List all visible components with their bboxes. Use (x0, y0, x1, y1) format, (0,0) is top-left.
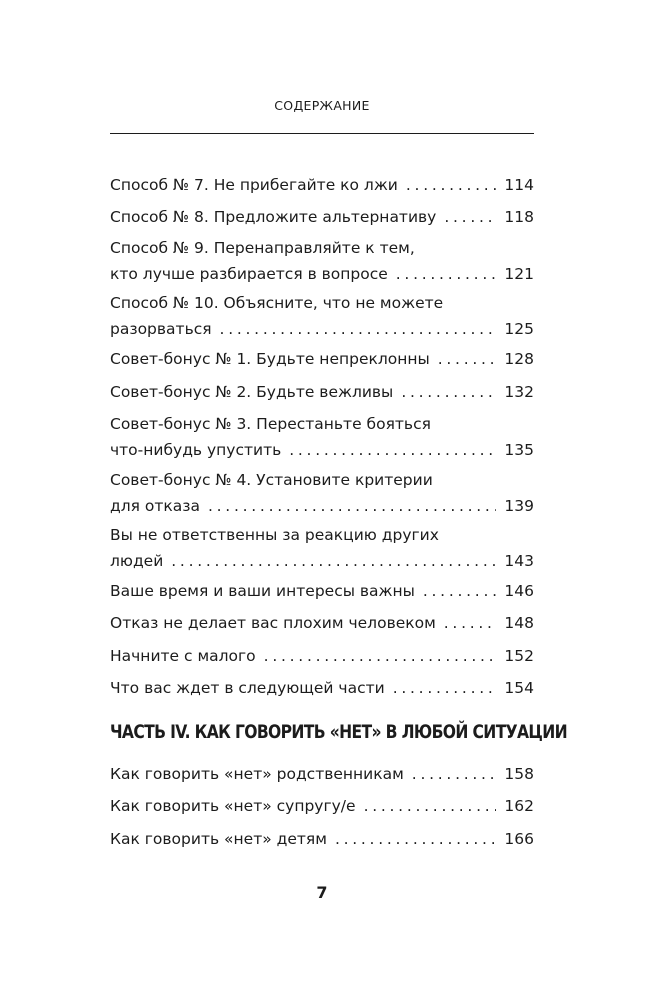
toc-entry[interactable] (110, 172, 534, 198)
toc-entry[interactable] (110, 826, 534, 852)
dot-leader (406, 172, 496, 198)
dot-leader (335, 826, 496, 852)
toc-entry[interactable] (110, 761, 534, 787)
dot-leader (412, 761, 496, 787)
dot-leader (364, 793, 496, 819)
toc-entry-page: 139 (504, 497, 534, 515)
toc-entry-title: Как говорить «нет» родственникам (110, 765, 404, 783)
toc-entry-title-cont: людей (110, 552, 164, 570)
running-title: СОДЕРЖАНИЕ (274, 98, 370, 113)
toc-entry-title: Что вас ждет в следующей части (110, 679, 385, 697)
toc-entry-title: Как говорить «нет» детям (110, 830, 327, 848)
part-heading[interactable]: ЧАСТЬ IV. КАК ГОВОРИТЬ «НЕТ» В ЛЮБОЙ СИТУАЦИИ (110, 721, 567, 743)
toc-entry-title: Совет-бонус № 1. Будьте непреклонны (110, 350, 430, 368)
toc-entry-title: Как говорить «нет» супругу/е (110, 797, 356, 815)
toc-entry-title-cont: что-нибудь упустить (110, 441, 282, 459)
toc-entry[interactable] (110, 346, 534, 372)
toc-entry-page: 162 (504, 797, 534, 815)
toc-entry-title: Способ № 7. Не прибегайте ко лжи (110, 176, 398, 194)
toc-entry[interactable] (110, 290, 534, 342)
toc-entry[interactable] (110, 204, 534, 230)
dot-leader (208, 493, 496, 519)
toc-entry-page: 152 (504, 647, 534, 665)
dot-leader (423, 578, 496, 604)
toc-entry-page: 166 (504, 830, 534, 848)
toc-entry-page: 154 (504, 679, 534, 697)
toc-entry[interactable] (110, 522, 534, 574)
toc-entry-title: Способ № 10. Объясните, что не можете (110, 294, 444, 312)
toc-entry-title: Ваше время и ваши интересы важны (110, 582, 415, 600)
header-rule (110, 133, 534, 134)
book-page (110, 0, 567, 1000)
dot-leader (396, 261, 496, 287)
toc-entry-title: Отказ не делает вас плохим человеком (110, 614, 436, 632)
toc-entry-page: 114 (504, 176, 534, 194)
toc-entry-page: 135 (504, 441, 534, 459)
toc-entry-title: Способ № 8. Предложите альтернативу (110, 208, 437, 226)
toc-entry[interactable] (110, 411, 534, 463)
toc-entry[interactable] (110, 675, 534, 701)
toc-entry[interactable] (110, 379, 534, 405)
toc-entry-title-cont: для отказа (110, 497, 200, 515)
dot-leader (444, 610, 496, 636)
toc-entry-page: 125 (504, 320, 534, 338)
dot-leader (289, 437, 496, 463)
toc-entry-page: 132 (504, 383, 534, 401)
toc-entry-page: 143 (504, 552, 534, 570)
toc-entry[interactable] (110, 467, 534, 519)
dot-leader (264, 643, 496, 669)
toc-entry-page: 158 (504, 765, 534, 783)
dot-leader (393, 675, 496, 701)
toc-entry-title: Способ № 9. Перенаправляйте к тем, (110, 239, 415, 257)
toc-entry-page: 148 (504, 614, 534, 632)
toc-entry[interactable] (110, 578, 534, 604)
toc-entry-page: 128 (504, 350, 534, 368)
toc-entry[interactable] (110, 643, 534, 669)
dot-leader (438, 346, 496, 372)
toc-entry[interactable] (110, 235, 534, 287)
dot-leader (220, 316, 496, 342)
toc-entry-page: 121 (504, 265, 534, 283)
toc-entry[interactable] (110, 610, 534, 636)
toc-entry-title: Вы не ответственны за реакцию других (110, 526, 439, 544)
toc-entry-title: Начните с малого (110, 647, 256, 665)
toc-entry-title: Совет-бонус № 3. Перестаньте бояться (110, 415, 431, 433)
toc-entry-title-cont: разорваться (110, 320, 212, 338)
dot-leader (171, 548, 496, 574)
toc-entry-title: Совет-бонус № 2. Будьте вежливы (110, 383, 394, 401)
dot-leader (444, 204, 496, 230)
toc-entry[interactable] (110, 793, 534, 819)
toc-entry-title-cont: кто лучше разбирается в вопросе (110, 265, 388, 283)
toc-entry-page: 146 (504, 582, 534, 600)
dot-leader (401, 379, 496, 405)
toc-entry-title: Совет-бонус № 4. Установите критерии (110, 471, 433, 489)
toc-entry-page: 118 (504, 208, 534, 226)
page-number: 7 (316, 883, 328, 902)
